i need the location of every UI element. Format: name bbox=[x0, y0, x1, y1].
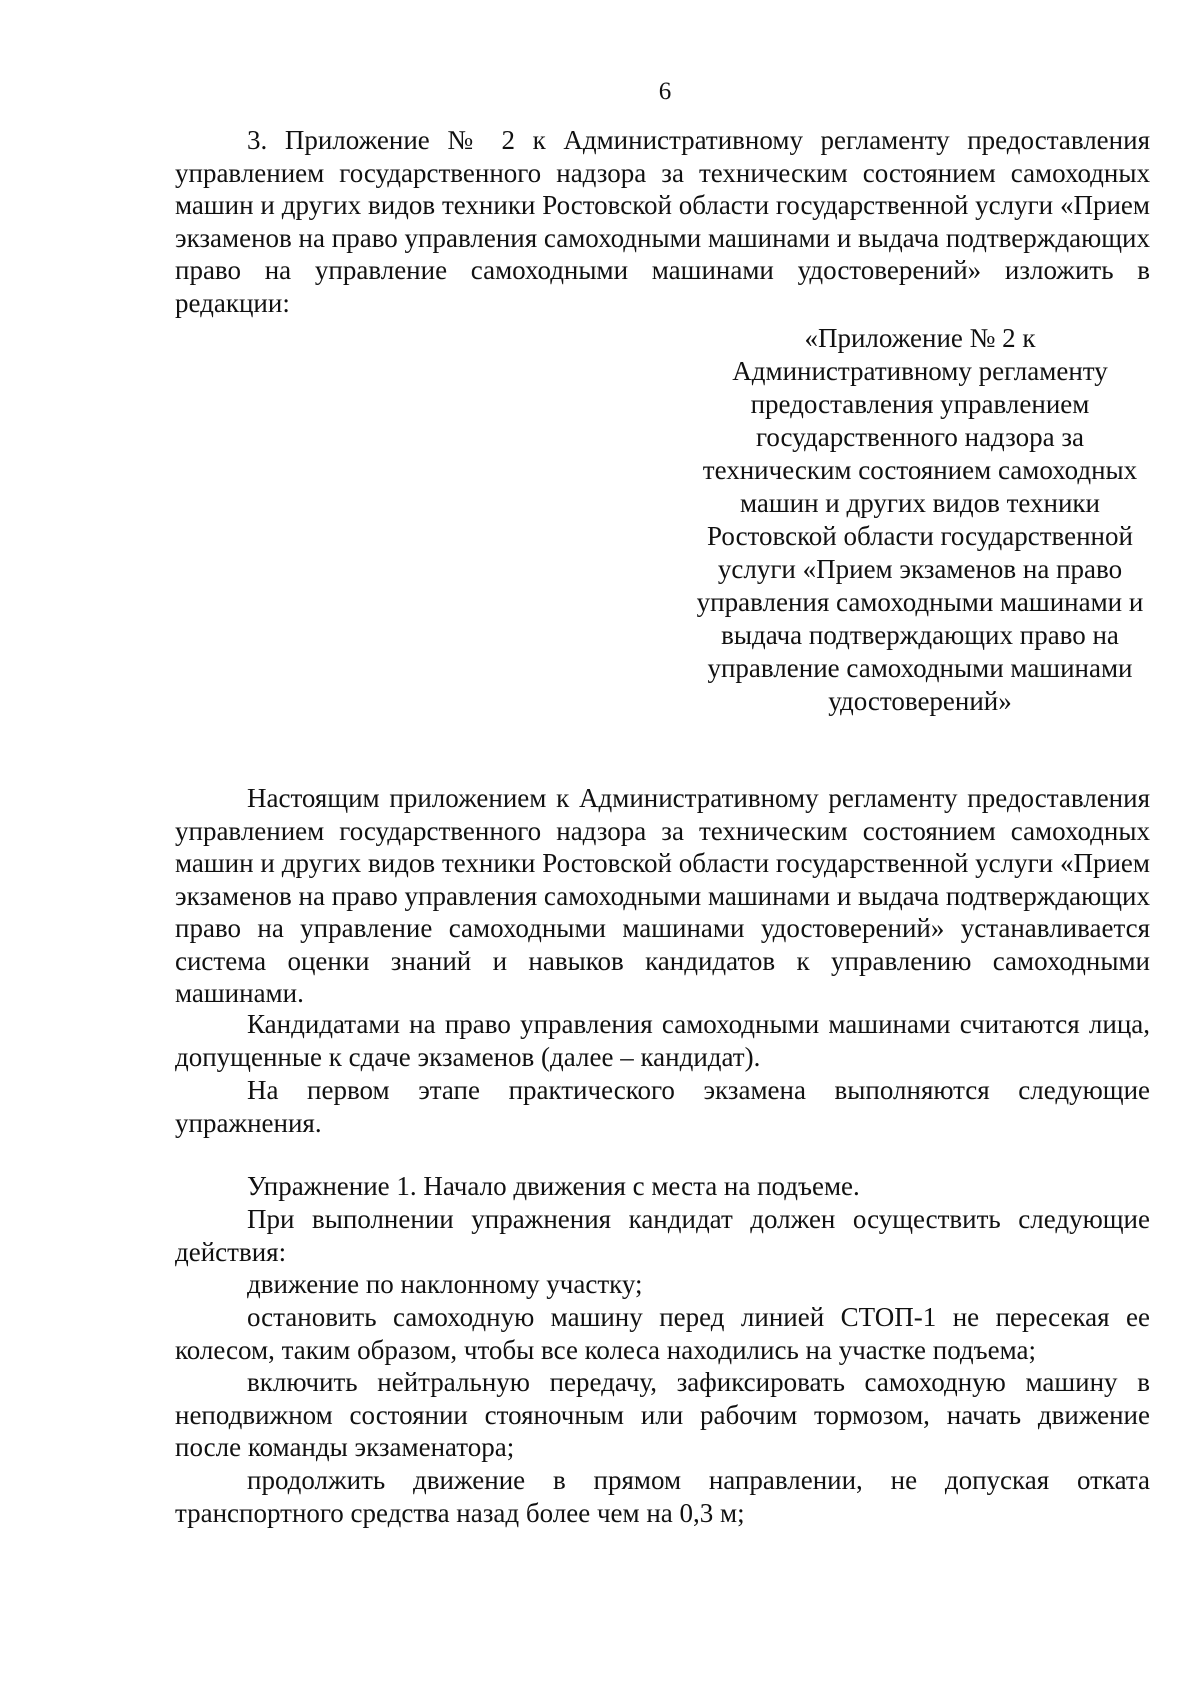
action-item-3: включить нейтральную передачу, зафиксировать самоходную машину в неподвижном состоянии стояночным или рабочим тормозом, начать движение после команды экзаменатора; bbox=[175, 1367, 1150, 1462]
exercise-1-actions-intro: При выполнении упражнения кандидат должен осуществить следующие действия: bbox=[175, 1204, 1150, 1267]
action-item-2: остановить самоходную машину перед линией СТОП-1 не пересекая ее колесом, таким образом, чтобы все колеса находились на участке подъема; bbox=[175, 1302, 1150, 1365]
page-number: 6 bbox=[658, 78, 672, 105]
paragraph-intro: Настоящим приложением к Административному регламенту предоставления управлением государственного надзора за техническим состоянием самоходных машин и других видов техники Ростовской области государственной услуги «Прием экзаменов на право управления самоходными машинами и выдача подтверждающих право на управление самоходными машинами удостоверений» устанавливается система оценки знаний и навыков кандидатов к управлению самоходными машинами. bbox=[175, 783, 1150, 1008]
paragraph-item-3: 3. Приложение № 2 к Административному регламенту предоставления управлением государственного надзора за техническим состоянием самоходных машин и других видов техники Ростовской области государственной услуги «Прием экзаменов на право управления самоходными машинами и выдача подтверждающих право на управление самоходными машинами удостоверений» изложить в редакции: bbox=[175, 125, 1150, 318]
paragraph-first-stage: На первом этапе практического экзамена выполняются следующие упражнения. bbox=[175, 1075, 1150, 1138]
appendix-title-block: «Приложение № 2 к Административному регламенту предоставления управлением государственного надзора за техническим состоянием самоходных машин и других видов техники Ростовской области государственной услуги «Прием экзаменов на право управления самоходными машинами и выдача подтверждающих право на управление самоходными машинами удостоверений» bbox=[696, 323, 1144, 716]
paragraph-candidates: Кандидатами на право управления самоходными машинами считаются лица, допущенные к сдаче экзаменов (далее – кандидат). bbox=[175, 1009, 1150, 1072]
action-item-1: движение по наклонному участку; bbox=[247, 1269, 643, 1299]
exercise-1-title: Упражнение 1. Начало движения с места на подъеме. bbox=[247, 1171, 860, 1201]
action-item-4: продолжить движение в прямом направлении, не допуская отката транспортного средства назад более чем на 0,3 м; bbox=[175, 1465, 1150, 1528]
